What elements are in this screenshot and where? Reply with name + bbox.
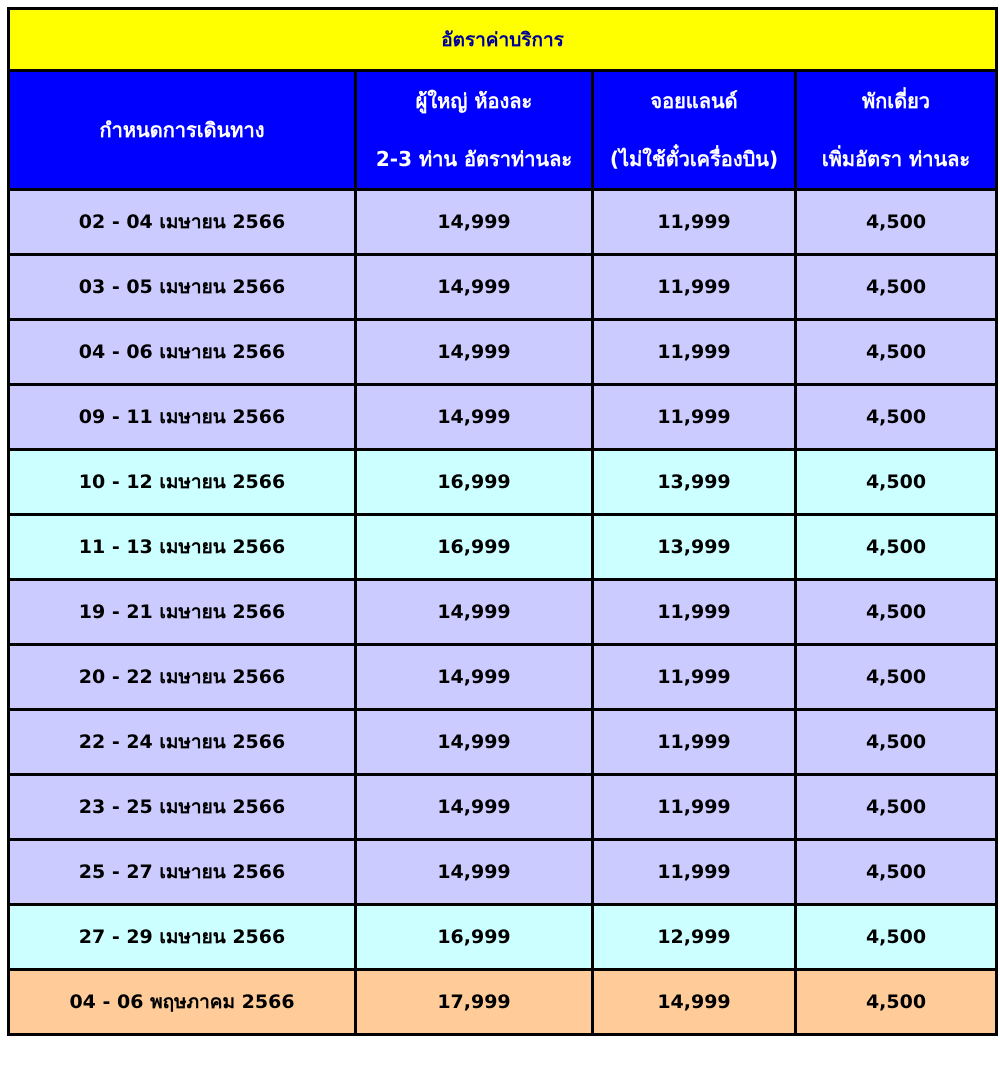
header-adult-rate [356, 71, 593, 190]
travel-date-cell: 27 - 29 เมษายน 2566 [9, 905, 356, 970]
header-single-supplement [796, 71, 997, 190]
adult-rate-cell: 14,999 [356, 255, 593, 320]
table-row [9, 580, 997, 645]
header-single-line-1: พักเดี่ยว [861, 89, 931, 113]
travel-date-cell: 10 - 12 เมษายน 2566 [9, 450, 356, 515]
adult-rate-cell: 14,999 [356, 775, 593, 840]
adult-rate-cell: 14,999 [356, 385, 593, 450]
header-single-line-2: เพิ่มอัตรา ท่านละ [821, 147, 971, 171]
header-joinland-line-1: จอยแลนด์ [650, 89, 738, 113]
table-row [9, 385, 997, 450]
joinland-rate-cell: 11,999 [593, 255, 796, 320]
adult-rate-cell: 14,999 [356, 840, 593, 905]
header-adult-rate-line-2: 2-3 ท่าน อัตราท่านละ [375, 147, 573, 171]
travel-date-cell: 11 - 13 เมษายน 2566 [9, 515, 356, 580]
joinland-rate-cell: 11,999 [593, 190, 796, 255]
table-row [9, 645, 997, 710]
travel-date-cell: 22 - 24 เมษายน 2566 [9, 710, 356, 775]
adult-rate-cell: 14,999 [356, 645, 593, 710]
travel-date-cell: 25 - 27 เมษายน 2566 [9, 840, 356, 905]
adult-rate-cell: 16,999 [356, 905, 593, 970]
adult-rate-cell: 14,999 [356, 710, 593, 775]
adult-rate-cell: 16,999 [356, 515, 593, 580]
single-supplement-cell: 4,500 [796, 970, 997, 1035]
joinland-rate-cell: 11,999 [593, 580, 796, 645]
table-row [9, 905, 997, 970]
joinland-rate-cell: 13,999 [593, 515, 796, 580]
joinland-rate-cell: 11,999 [593, 775, 796, 840]
joinland-rate-cell: 14,999 [593, 970, 796, 1035]
travel-date-cell: 20 - 22 เมษายน 2566 [9, 645, 356, 710]
joinland-rate-cell: 13,999 [593, 450, 796, 515]
single-supplement-cell: 4,500 [796, 710, 997, 775]
header-travel-date [9, 71, 356, 190]
adult-rate-cell: 16,999 [356, 450, 593, 515]
header-row [9, 71, 997, 190]
header-travel-date-label: กำหนดการเดินทาง [99, 118, 265, 142]
travel-date-cell: 04 - 06 เมษายน 2566 [9, 320, 356, 385]
rate-table [7, 7, 998, 1036]
table-row [9, 255, 997, 320]
single-supplement-cell: 4,500 [796, 580, 997, 645]
single-supplement-cell: 4,500 [796, 385, 997, 450]
header-adult-rate-line-1: ผู้ใหญ่ ห้องละ [415, 89, 533, 113]
table-row [9, 840, 997, 905]
single-supplement-cell: 4,500 [796, 320, 997, 385]
single-supplement-cell: 4,500 [796, 840, 997, 905]
single-supplement-cell: 4,500 [796, 515, 997, 580]
table-row [9, 320, 997, 385]
travel-date-cell: 02 - 04 เมษายน 2566 [9, 190, 356, 255]
joinland-rate-cell: 11,999 [593, 320, 796, 385]
single-supplement-cell: 4,500 [796, 255, 997, 320]
joinland-rate-cell: 11,999 [593, 710, 796, 775]
single-supplement-cell: 4,500 [796, 905, 997, 970]
title-row [9, 9, 997, 71]
table-row [9, 450, 997, 515]
single-supplement-cell: 4,500 [796, 775, 997, 840]
table-row [9, 775, 997, 840]
rate-table-container [7, 7, 995, 1036]
table-row [9, 515, 997, 580]
single-supplement-cell: 4,500 [796, 190, 997, 255]
header-joinland-rate [593, 71, 796, 190]
travel-date-cell: 23 - 25 เมษายน 2566 [9, 775, 356, 840]
joinland-rate-cell: 12,999 [593, 905, 796, 970]
table-row [9, 710, 997, 775]
table-row [9, 970, 997, 1035]
rate-table-body [9, 190, 997, 1035]
table-row [9, 190, 997, 255]
single-supplement-cell: 4,500 [796, 450, 997, 515]
single-supplement-cell: 4,500 [796, 645, 997, 710]
adult-rate-cell: 14,999 [356, 190, 593, 255]
joinland-rate-cell: 11,999 [593, 645, 796, 710]
adult-rate-cell: 14,999 [356, 320, 593, 385]
travel-date-cell: 03 - 05 เมษายน 2566 [9, 255, 356, 320]
header-joinland-line-2: (ไม่ใช้ตั๋วเครื่องบิน) [609, 147, 779, 171]
adult-rate-cell: 17,999 [356, 970, 593, 1035]
travel-date-cell: 09 - 11 เมษายน 2566 [9, 385, 356, 450]
adult-rate-cell: 14,999 [356, 580, 593, 645]
travel-date-cell: 04 - 06 พฤษภาคม 2566 [9, 970, 356, 1035]
joinland-rate-cell: 11,999 [593, 840, 796, 905]
table-title: อัตราค่าบริการ [9, 9, 997, 71]
joinland-rate-cell: 11,999 [593, 385, 796, 450]
travel-date-cell: 19 - 21 เมษายน 2566 [9, 580, 356, 645]
